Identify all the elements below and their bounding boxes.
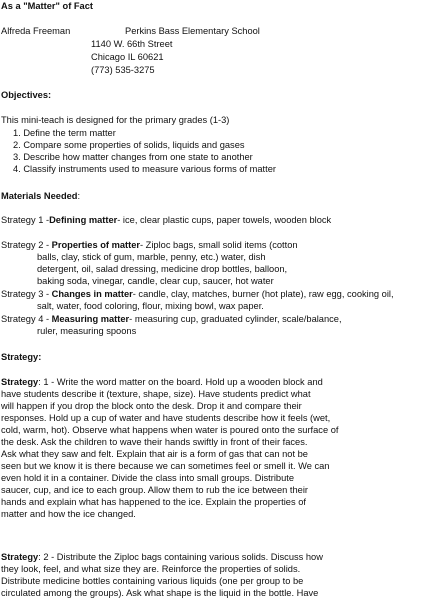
- strategy-1-line: Ask what they saw and felt. Explain that air is a form of gas that can not be: [1, 449, 308, 459]
- materials-strategy-2-cont: balls, clay, stick of gum, marble, penny, etc.) water, dish: [37, 252, 266, 262]
- objectives-heading: Objectives:: [1, 90, 52, 100]
- objective-item: 1. Define the term matter: [13, 128, 116, 138]
- materials-heading: Materials Needed:: [1, 191, 81, 201]
- objective-item: 4. Classify instruments used to measure various forms of matter: [13, 164, 276, 174]
- materials-strategy-2: Strategy 2 - Properties of matter- Ziploc bags, small solid items (cotton: [1, 240, 298, 250]
- strategy-2-line: Distribute medicine bottles containing various liquids (one per group to be: [1, 576, 304, 586]
- strategy-1-line: saucer, cup, and ice to each group. Allow them to rub the ice between their: [1, 485, 308, 495]
- strategy-1-first-line: Strategy: 1 - Write the word matter on the board. Hold up a wooden block and: [1, 377, 323, 387]
- school-phone: (773) 535-3275: [91, 65, 155, 75]
- strategy-2-line: they look, feel, and what size they are. Reinforce the properties of solids.: [1, 564, 301, 574]
- strategy-1-line: responses. Hold up a cup of water and have students describe how it feels (wet,: [1, 413, 331, 423]
- strategy-1-line: have students describe it (texture, shape, size). Have students predict what: [1, 389, 311, 399]
- materials-strategy-3-cont: salt, water, food coloring, flour, mixing bowl, wax paper.: [37, 301, 264, 311]
- objective-item: 2. Compare some properties of solids, liquids and gases: [13, 140, 245, 150]
- school-city: Chicago IL 60621: [91, 52, 164, 62]
- objective-item: 3. Describe how matter changes from one state to another: [13, 152, 253, 162]
- materials-strategy-3: Strategy 3 - Changes in matter- candle, clay, matches, burner (hot plate), raw egg, cooking oil,: [1, 289, 394, 299]
- strategy-1-line: cold, warm, hot). Observe what happens when water is poured onto the surface of: [1, 425, 339, 435]
- strategy-1-line: even hold it in a container. Divide the class into small groups. Distribute: [1, 473, 295, 483]
- school-street: 1140 W. 66th Street: [91, 39, 173, 49]
- materials-strategy-2-cont: baking soda, vinegar, candle, clear cup, saucer, hot water: [37, 276, 274, 286]
- author-name: Alfreda Freeman: [1, 26, 71, 36]
- document-title: As a "Matter" of Fact: [1, 1, 93, 11]
- strategy-2-line: circulated among the groups). Ask what shape is the liquid in the bottle. Have: [1, 588, 319, 598]
- strategy-1-line: matter and how the ice changed.: [1, 509, 136, 519]
- materials-strategy-4-cont: ruler, measuring spoons: [37, 326, 137, 336]
- strategy-1-line: hands and explain what has happened to the ice. Explain the properties of: [1, 497, 306, 507]
- materials-strategy-4: Strategy 4 - Measuring matter- measuring cup, graduated cylinder, scale/balance,: [1, 314, 342, 324]
- strategy-heading: Strategy:: [1, 352, 42, 362]
- strategy-1-line: seen but we know it is there because we can sometimes feel or smell it. We can: [1, 461, 330, 471]
- materials-strategy-2-cont: detergent, oil, salad dressing, medicine drop bottles, balloon,: [37, 264, 288, 274]
- strategy-1-line: the desk. Ask the children to wave their hands swiftly in front of their faces.: [1, 437, 308, 447]
- strategy-1-line: will happen if you drop the block onto the desk. Drop it and compare their: [1, 401, 302, 411]
- school-name: Perkins Bass Elementary School: [125, 26, 260, 36]
- objectives-intro: This mini-teach is designed for the primary grades (1-3): [1, 115, 230, 125]
- strategy-2-first-line: Strategy: 2 - Distribute the Ziploc bags containing various solids. Discuss how: [1, 552, 323, 562]
- materials-strategy-1: Strategy 1 -Defining matter- ice, clear plastic cups, paper towels, wooden block: [1, 215, 332, 225]
